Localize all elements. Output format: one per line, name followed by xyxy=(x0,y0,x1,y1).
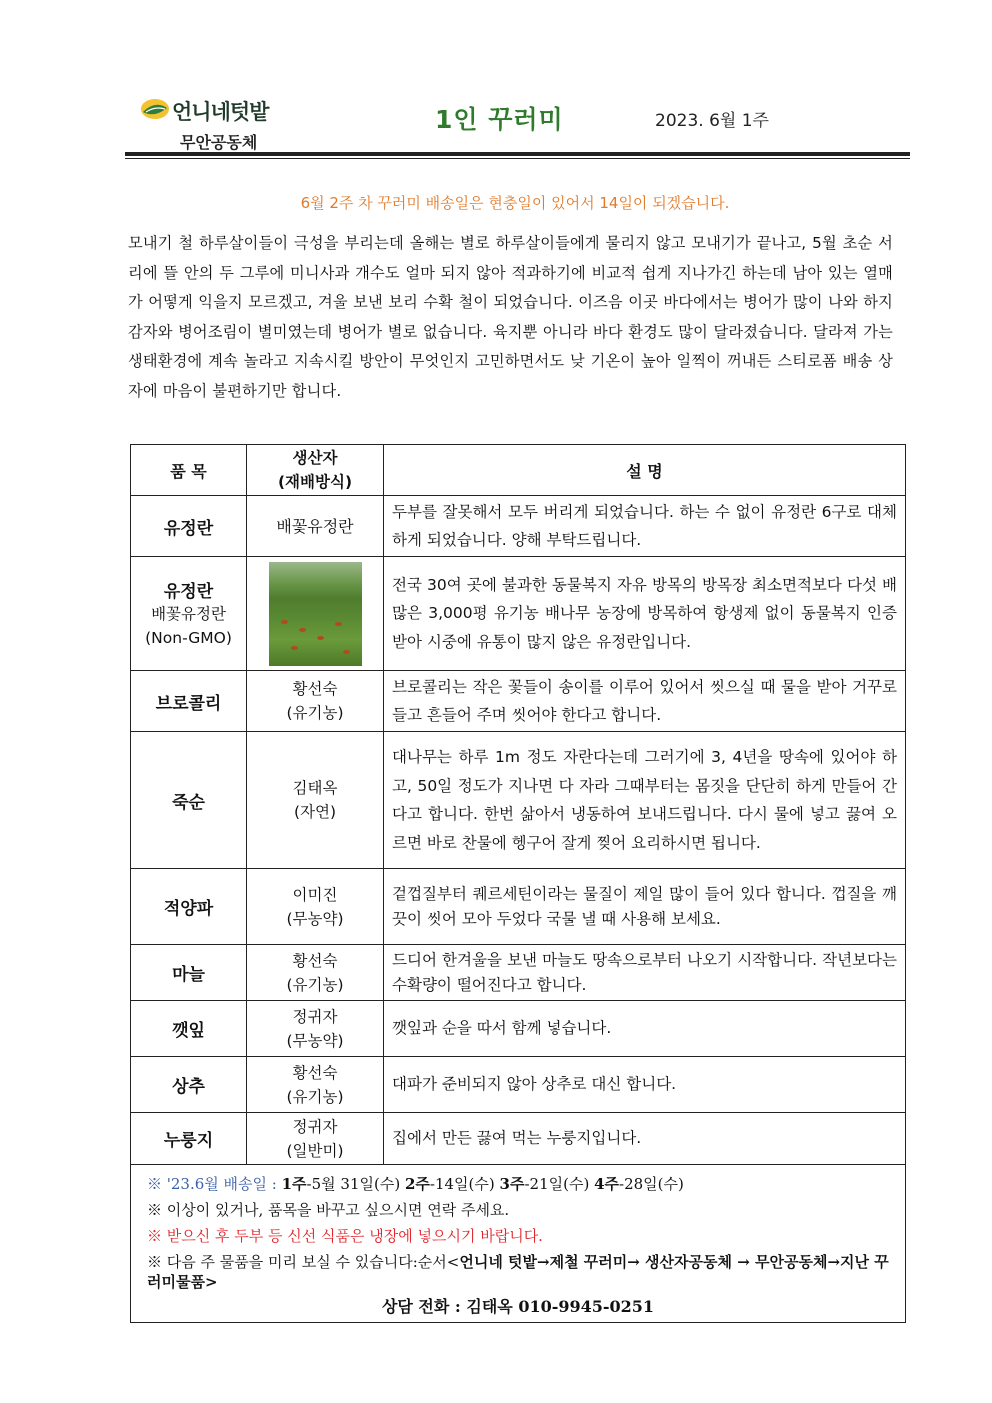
table-row xyxy=(131,496,906,557)
table-row xyxy=(131,732,906,869)
table-header-row xyxy=(131,445,906,496)
header-item: 품 목 xyxy=(131,445,247,496)
items-table xyxy=(130,444,906,1323)
intro-paragraph: 모내기 철 하루살이들이 극성을 부리는데 올해는 별로 하루살이들에게 물리지 않고 모내기가 끝나고, 5월 초순 서리에 뜰 안의 두 그루에 미니사과 개수도 얼마 되지 않아 적과하기에 비교적 쉽게 지나가긴 하는데 남아 있는 열매가 어떻게 익을지 모르겠고, 겨울 보낸 보리 수확 철이 되었습니다. 이즈음 이곳 바다에서는 병어가 많이 나와 하지감자와 병어조림이 별미였는데 병어가 별로 없습니다. 육지뿐 아니라 바다 환경도 많이 달라졌습니다. 달라져 가는 생태환경에 계속 놀라고 지속시킬 방안이 무엇인지 고민하면서도 낮 기온이 높아 일찍이 꺼내든 스티로폼 배송 상자에 마음이 불편하기만 합니다. xyxy=(128,234,893,400)
item-method: (유기농) xyxy=(286,704,344,722)
table-row xyxy=(131,671,906,732)
week1-label: 1주 xyxy=(281,1175,307,1193)
item-producer: 배꽃유정란 xyxy=(247,496,384,557)
preview-note xyxy=(147,1249,889,1292)
brand-logo xyxy=(140,92,290,152)
week2-label: 2주 xyxy=(404,1175,430,1193)
footer-row xyxy=(131,1165,906,1323)
header-description: 설 명 xyxy=(384,445,906,496)
item-description: 브로콜리는 작은 꽃들이 송이를 이루어 있어서 씻으실 때 물을 받아 거꾸로 들고 흔들어 주며 씻어야 한다고 합니다. xyxy=(384,671,906,732)
item-producer: 황선숙 xyxy=(292,951,338,970)
item-producer-cell xyxy=(247,1057,384,1113)
item-name: 죽순 xyxy=(131,732,247,869)
item-method: (유기농) xyxy=(286,1087,344,1106)
item-name: 브로콜리 xyxy=(131,671,247,732)
item-description: 드디어 한겨울을 보낸 마늘도 땅속으로부터 나오기 시작합니다. 작년보다는 수확량이 떨어진다고 합니다. xyxy=(384,945,906,1001)
header-producer-line1: 생산자 xyxy=(292,449,338,467)
item-sub-producer: 배꽃유정란 xyxy=(151,605,226,623)
table-row xyxy=(131,1001,906,1057)
item-description: 전국 30여 곳에 불과한 동물복지 자유 방목의 방목장 최소면적보다 다섯 배 많은 3,000평 유기농 배나무 농장에 방목하여 항생제 없이 동물복지 인증받아 시중에 유통이 많지 않은 유정란입니다. xyxy=(384,557,906,671)
item-name: 마늘 xyxy=(131,945,247,1001)
item-producer-cell xyxy=(247,671,384,732)
item-description: 겉껍질부터 퀘르세틴이라는 물질이 제일 많이 들어 있다 합니다. 껍질을 깨끗이 씻어 모아 두었다 국물 낼 때 사용해 보세요. xyxy=(384,869,906,945)
contact-note: ※ 이상이 있거나, 품목을 바꾸고 싶으시면 연락 주세요. xyxy=(147,1201,510,1219)
item-description: 대나무는 하루 1m 정도 자란다는데 그러기에 3, 4년을 땅속에 있어야 하고, 50일 정도가 지나면 다 자라 그때부터는 몸짓을 단단히 하게 만들어 간다고 합니다. 한번 삶아서 냉동하여 보내드립니다. 다시 물에 넣고 끓여 오르면 바로 찬물에 헹구어 잘게 찢어 요리하시면 됩니다. xyxy=(384,732,906,869)
page-title: 1인 꾸러미 xyxy=(435,105,564,134)
item-name: 누룽지 xyxy=(131,1113,247,1165)
item-method: (무농약) xyxy=(286,1031,344,1050)
item-name: 적양파 xyxy=(131,869,247,945)
item-producer-cell xyxy=(247,945,384,1001)
item-name: 유정란 xyxy=(163,582,214,602)
item-producer: 정귀자 xyxy=(292,1117,338,1136)
item-description: 두부를 잘못해서 모두 버리게 되었습니다. 하는 수 없이 유정란 6구로 대체 하게 되었습니다. 양해 부탁드립니다. xyxy=(384,496,906,557)
item-description: 깻잎과 순을 따서 함께 넣습니다. xyxy=(384,1001,906,1057)
item-sub-note: (Non-GMO) xyxy=(145,629,232,647)
item-photo-cell xyxy=(247,557,384,671)
table-row xyxy=(131,1113,906,1165)
table-row xyxy=(131,1057,906,1113)
week1-date: -5월 31일(수) xyxy=(306,1175,405,1193)
item-method: (일반미) xyxy=(286,1141,344,1160)
header xyxy=(125,88,910,158)
header-divider-thin xyxy=(125,158,910,159)
table-row xyxy=(131,869,906,945)
issue-date: 2023. 6월 1주 xyxy=(655,111,769,131)
item-method: (무농약) xyxy=(286,909,344,928)
item-producer: 황선숙 xyxy=(292,680,338,698)
table-row xyxy=(131,557,906,671)
week4-date: -28일(수) xyxy=(619,1175,684,1193)
item-name: 유정란 xyxy=(131,496,247,557)
item-name-cell xyxy=(131,557,247,671)
week3-label: 3주 xyxy=(499,1175,525,1193)
refrigerate-warning: ※ 받으신 후 두부 등 신선 식품은 냉장에 넣으시기 바랍니다. xyxy=(147,1227,543,1245)
delivery-notice: 6월 2주 차 꾸러미 배송일은 현충일이 있어서 14일이 되겠습니다. xyxy=(300,194,730,212)
item-method: (자연) xyxy=(293,803,337,821)
chicken-farm-photo xyxy=(269,562,362,666)
preview-note-prefix: ※ 다음 주 물품을 미리 보실 수 있습니다:순서< xyxy=(147,1253,460,1271)
week3-date: -21일(수) xyxy=(524,1175,595,1193)
week2-date: -14일(수) xyxy=(429,1175,500,1193)
delivery-schedule xyxy=(147,1171,889,1197)
table-row xyxy=(131,945,906,1001)
community-name: 무안공동체 xyxy=(180,133,258,152)
item-name: 깻잎 xyxy=(131,1001,247,1057)
preview-path: 언니네 텃밭→제철 꾸러미→ 생산자공동체 → 무안공동체→지난 꾸러미물품> xyxy=(147,1253,889,1291)
header-producer xyxy=(247,445,384,496)
item-producer-cell xyxy=(247,732,384,869)
item-producer: 정귀자 xyxy=(292,1007,338,1026)
header-producer-line2: (재배방식) xyxy=(277,473,353,491)
contact-phone: 상담 전화 : 김태옥 010-9945-0251 xyxy=(381,1297,655,1316)
item-name: 상추 xyxy=(131,1057,247,1113)
header-divider xyxy=(125,152,910,156)
item-producer: 황선숙 xyxy=(292,1063,338,1082)
footer-notes xyxy=(131,1165,906,1323)
leaf-logo-icon xyxy=(140,98,170,120)
item-producer-cell xyxy=(247,869,384,945)
item-producer: 김태옥 xyxy=(292,779,338,797)
item-description: 대파가 준비되지 않아 상추로 대신 합니다. xyxy=(384,1057,906,1113)
item-producer-cell xyxy=(247,1001,384,1057)
delivery-prefix: ※ '23.6월 배송일 : xyxy=(147,1175,282,1193)
week4-label: 4주 xyxy=(594,1175,619,1193)
brand-name: 언니네텃밭 xyxy=(172,99,269,124)
item-producer: 이미진 xyxy=(292,885,338,904)
item-producer-cell xyxy=(247,1113,384,1165)
item-description: 집에서 만든 끓여 먹는 누룽지입니다. xyxy=(384,1113,906,1165)
item-method: (유기농) xyxy=(286,975,344,994)
